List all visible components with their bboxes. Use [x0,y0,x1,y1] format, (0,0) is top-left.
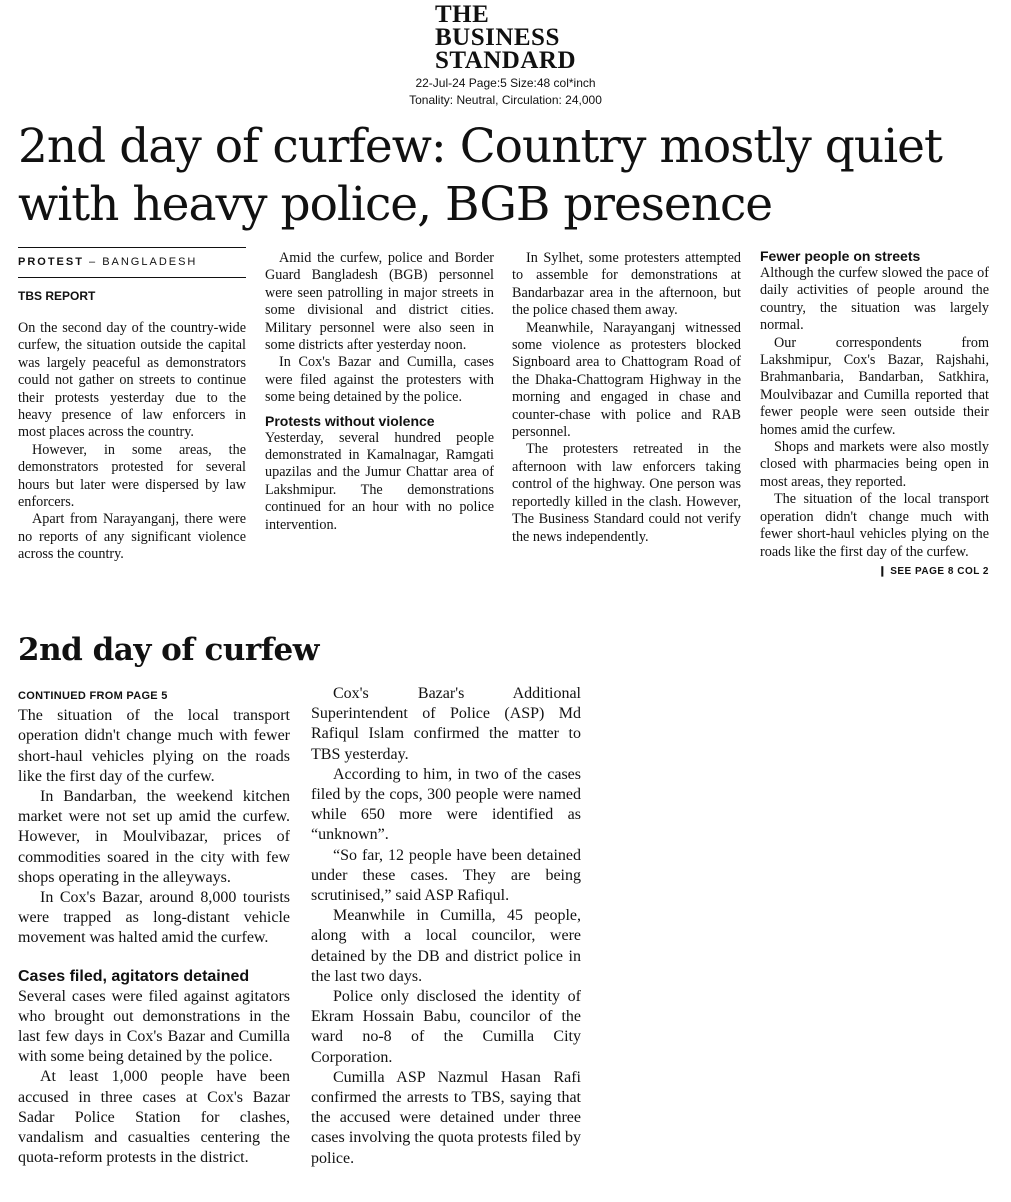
continuation-column-2 [311,684,581,1169]
clipping-meta: 22-Jul-24 Page:5 Size:48 col*inch [415,76,596,90]
subheading: Cases filed, agitators detained [18,967,250,985]
continuation-title: 2nd day of curfew [18,632,319,668]
paragraph: Cumilla ASP Nazmul Hasan Rafi confirmed the arrests to TBS, saying that the accused were detained under three cases involving the quota protests filed by police. [311,1068,581,1167]
paragraph: However, in some areas, the demonstrators protested for several hours but later were dispersed by law enforcers. [18,441,246,511]
paragraph: At least 1,000 people have been accused in three cases at Cox's Bazar Sadar Police Station for clashes, vandalism and casualties centering the quota-reform protests in the district. [18,1068,290,1167]
article-column-3 [512,250,741,546]
masthead [0,1,1011,107]
continuation-column-1 [18,686,290,1168]
subheading: Fewer people on streets [760,248,921,264]
article-column-4 [760,248,989,580]
byline: TBS REPORT [18,289,96,303]
kicker-subsection: BANGLADESH [102,256,198,268]
divider [18,277,246,278]
paragraph: Although the curfew slowed the pace of daily activities of people around the country, the situation was largely normal. [760,265,989,334]
paragraph: The protesters retreated in the afternoon with law enforcers taking control of the highway. One person was reportedly killed in the clash. However, The Business Standard could not verify the news independently. [512,441,741,545]
kicker-section: PROTEST [18,256,84,268]
paragraph: According to him, in two of the cases filed by the cops, 300 people were named while 650 more were identified as “unknown”. [311,765,581,844]
jump-reference: ❙ SEE PAGE 8 COL 2 [878,565,989,577]
publication-logo [434,1,577,74]
paragraph: On the second day of the country-wide curfew, the situation outside the capital was largely peaceful as demonstrators could not gather on streets to continue their protests yesterday due to the heavy presence of law enforcers in most places across the country. [18,320,246,441]
paragraph: Our correspondents from Lakshmipur, Cox's Bazar, Rajshahi, Brahmanbaria, Bandarban, Satkhira, Moulvibazar and Cumilla reported that fewer people were seen outside their homes amid the curfew. [760,334,989,438]
paragraph: In Sylhet, some protesters attempted to assemble for demonstrations at Bandarbazar area in the afternoon, but the police chased them away. [512,250,741,319]
continued-from-label: CONTINUED FROM PAGE 5 [18,690,168,702]
paragraph: Amid the curfew, police and Border Guard Bangladesh (BGB) personnel were seen patrolling in major streets in some divisional and district cities. Military personnel were also seen in some districts after yesterday noon. [265,250,494,354]
paragraph: Cox's Bazar's Additional Superintendent of Police (ASP) Md Rafiqul Islam confirmed the matter to TBS yesterday. [311,685,581,763]
paragraph [760,491,989,577]
kicker-separator: – [83,256,103,268]
divider [18,247,246,248]
clipping-meta: Tonality: Neutral, Circulation: 24,000 [409,93,602,107]
paragraph: Meanwhile, Narayanganj witnessed some violence as protesters blocked Signboard area to Chattogram Road of the Dhaka-Chattogram Highway in the morning and engaged in chase and counter-chase with police and RAB personnel. [512,319,741,441]
logo-line: THE [434,1,490,28]
paragraph: Several cases were filed against agitators who brought out demonstrations in the last few days in Cox's Bazar and Cumilla with some being detained by the police. [18,987,290,1066]
kicker [18,256,197,268]
article-column-1 [18,320,246,564]
paragraph: In Cox's Bazar, around 8,000 tourists were trapped as long-distant vehicle movement was halted amid the curfew. [18,889,290,947]
paragraph: Apart from Narayanganj, there were no reports of any significant violence across the country. [18,511,246,563]
paragraph: The situation of the local transport operation didn't change much with fewer short-haul vehicles plying on the roads like the first day of the curfew. [18,707,290,785]
paragraph: Shops and markets were also mostly closed with pharmacies being open in most areas, they reported. [760,439,989,490]
paragraph: In Cox's Bazar and Cumilla, cases were filed against the protesters with some being detained by the police. [265,354,494,406]
subheading: Protests without violence [265,412,435,429]
paragraph: Yesterday, several hundred people demonstrated in Kamalnagar, Ramgati upazilas and the Jumur Chattar area of Lakshmipur. The demonstrations continued for an hour with no police intervention. [265,429,494,533]
paragraph: “So far, 12 people have been detained under these cases. They are being scrutinised,” said ASP Rafiqul. [311,846,581,905]
paragraph-text: The situation of the local transport operation didn't change much with fewer short-haul vehicles plying on the roads like the first day of the curfew. [760,491,989,560]
paragraph: In Bandarban, the weekend kitchen market were not set up amid the curfew. However, in Moulvibazar, prices of commodities soared in the city with few shops operating in the alleyways. [18,788,290,886]
logo-line: BUSINESS [434,24,560,51]
article-column-2 [265,250,494,534]
logo-line: STANDARD [434,47,577,74]
headline: 2nd day of curfew: Country mostly quiet with heavy police, BGB presence [18,119,942,232]
paragraph: Police only disclosed the identity of Ekram Hossain Babu, councilor of the ward no-8 of the Cumilla City Corporation. [311,988,581,1066]
paragraph: Meanwhile in Cumilla, 45 people, along with a local councilor, were detained by the DB and district police in the last two days. [311,907,581,985]
